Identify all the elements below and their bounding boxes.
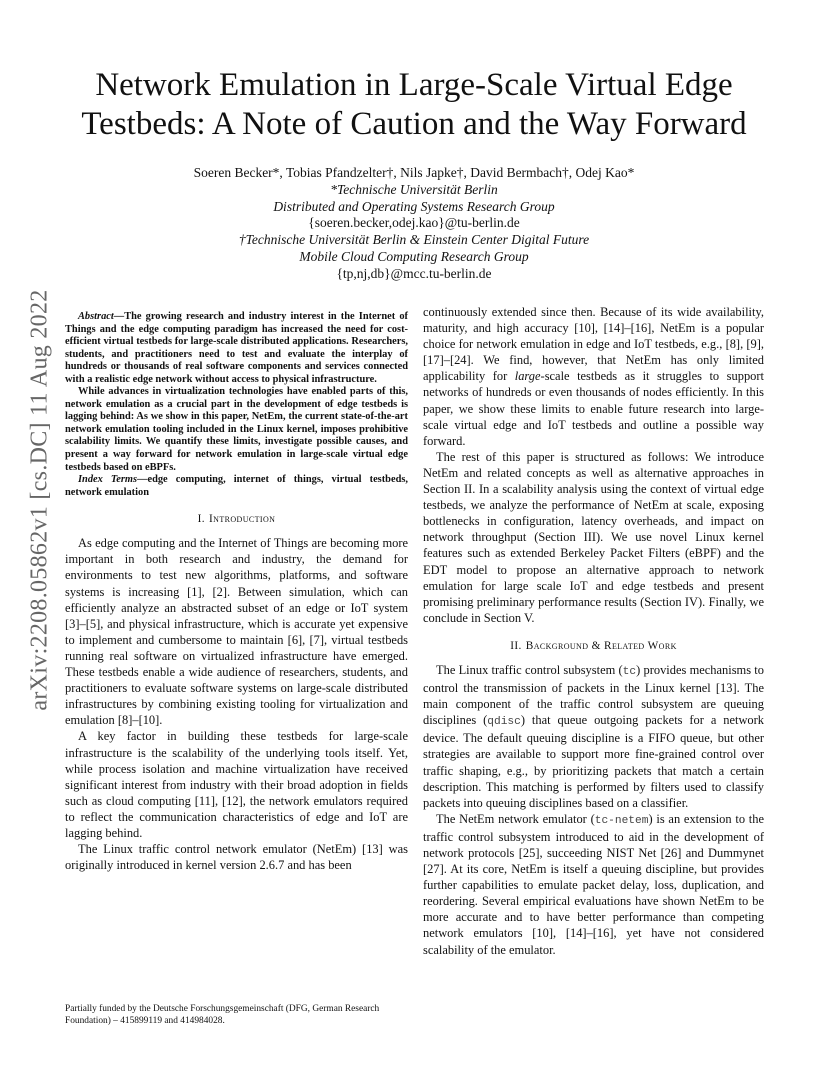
text-span: ) provides mechanisms to control the transmission of packets in the Linux kernel [13]. The main component of the traffic control subsystem are queuing disciplines ( <box>423 662 764 728</box>
section-heading-introduction <box>65 511 408 527</box>
emphasis: large <box>514 369 541 384</box>
right-column <box>423 304 764 958</box>
code-inline: tc <box>622 665 637 678</box>
section-heading-background <box>423 638 764 654</box>
paragraph-continued <box>423 304 764 449</box>
paper-title <box>60 66 768 144</box>
author-list: Soeren Becker*, Tobias Pfandzelter†, Nils Japke†, David Bermbach†, Odej Kao* <box>193 165 635 180</box>
author-email: {tp,nj,db}@mcc.tu-berlin.de <box>336 265 492 281</box>
affiliation: Distributed and Operating Systems Research Group <box>273 198 555 214</box>
index-terms-text: —edge computing, internet of things, virtual testbeds, network emulation <box>65 474 408 498</box>
arxiv-watermark: arXiv:2208.05862v1 [cs.DC] 11 Aug 2022 <box>26 289 53 711</box>
left-column <box>65 311 408 873</box>
text-span: The NetEm network emulator ( <box>436 811 595 826</box>
section-title: Introduction <box>209 513 276 526</box>
text-span: ) that queue outgoing packets for a network device. The default queuing discipline is a FIFO queue, but other strategies are available to support more fine-grained control over traffic shaping, e.g., by prioritizing packets that match a certain description. This matching is performed by filters used to classify packets into queuing disciplines based on a classifier. <box>423 713 765 810</box>
paragraph: A key factor in building these testbeds for large-scale infrastructure is the scalability of the underlying tools itself. Yet, while process isolation and machine virtualization have received significant interest from industry with their broad adoption in fields such as cloud computing [11], [12], the network emulators required to reflect the communication characteristics of edge and IoT are lagging behind. <box>65 729 408 840</box>
text-span: -scale testbeds as it struggles to support networks of hundreds or even thousands of nodes efficiently. In this paper, we show these limits to enable future research into large-scale virtual edge and IoT testbeds and outline a possible way forward. <box>423 369 764 448</box>
author-email: {soeren.becker,odej.kao}@tu-berlin.de <box>308 215 520 231</box>
title-line-2: Testbeds: A Note of Caution and the Way Forward <box>81 106 747 142</box>
affiliation: †Technische Universität Berlin & Einstein Center Digital Future <box>238 232 590 248</box>
abstract-text-1: —The growing research and industry interest in the Internet of Things and the edge computing paradigm has increased the need for cost-efficient virtual testbeds for large-scale distributed applications. Researchers, students, and practitioners need to test and evaluate the interplay of hundreds or thousands of real software components and services connected with a realistic edge network without access to physical infrastructure. <box>65 311 408 385</box>
section-number: II. <box>510 639 522 652</box>
index-terms-label: Index Terms <box>78 474 138 486</box>
abstract <box>65 311 408 386</box>
title-line-1: Network Emulation in Large-Scale Virtual Edge <box>95 67 733 103</box>
paragraph: The rest of this paper is structured as follows: We introduce NetEm and related concepts as well as alternative approaches in Section II. In a scalability analysis using the context of virtual edge testbeds, we analyze the performance of NetEm at scale, exposing bottlenecks in configuration, latency overheads, and impact on network throughput (Section III). We use novel Linux kernel features such as extended Berkeley Packet Filters (eBPF) and the EDT model to propose an alternative approach to network emulation for large scale IoT and edge testbeds and present promising preliminary performance results (Section IV). Finally, we conclude in Section V. <box>423 449 764 625</box>
affiliation: Mobile Cloud Computing Research Group <box>299 248 529 264</box>
paragraph: The Linux traffic control network emulator (NetEm) [13] was originally introduced in kernel version 2.6.7 and has been <box>65 842 408 873</box>
abstract-text-2: While advances in virtualization technologies have enabled parts of this, network emulation as a crucial part in the development of edge testbeds is lagging behind: As we show in this paper, NetEm, the current state-of-the-art network emulation tooling included in the Linux kernel, imposes prohibitive scalability limits. We quantify these limits, investigate possible causes, and present a way forward for network emulation in large-scale virtual edge testbeds based on eBPFs. <box>65 386 408 473</box>
author-block <box>60 165 768 283</box>
text-span: The Linux traffic control subsystem ( <box>436 662 623 677</box>
paragraph <box>423 662 764 811</box>
code-inline: tc-netem <box>594 814 649 827</box>
text-span: ) is an extension to the traffic control subsystem introduced to aid in the development of network protocols [25], succeeding NIST Net [26] and Dummynet [27]. At its core, NetEm is itself a queuing discipline, but provides further capabilities to emulate packet delay, loss, duplication, and reordering. Several empirical evaluations have shown NetEm to be more accurate and to have better performance than competing network emulators [10], [14]–[16], yet have not considered scalability of the emulator. <box>423 811 764 957</box>
abstract-label: Abstract <box>78 311 114 322</box>
paragraph: As edge computing and the Internet of Things are becoming more important in both research and industry, the demand for environments to test new algorithms, platforms, and software systems is increasing [1], [2]. Between simulation, which can efficiently analyze an abstracted subset of an edge or IoT system [3]–[5], and physical infrastructure, which is accurate yet expensive to implement and cumbersome to maintain [6], [7], virtual testbeds running real software on virtualized infrastructure have emerged. These testbeds enable a wide audience of researchers, students, and practitioners to evaluate software systems on large-scale distributed infrastructures by combining existing tooling for virtualization and emulation [8]–[10]. <box>65 536 408 728</box>
abstract-paragraph-2 <box>65 386 408 474</box>
section-title: Background & Related Work <box>525 639 677 652</box>
text-span: continuously extended since then. Because of its wide availability, maturity, and high accuracy [10], [14]–[16], NetEm is a popular choice for network emulation in edge and IoT testbeds, e.g., [8], [9], [17]–[24]. We find, however, that NetEm has only limited applicability for <box>423 305 764 384</box>
paragraph <box>423 811 764 958</box>
affiliation: *Technische Universität Berlin <box>330 181 498 197</box>
section-number: I. <box>197 513 206 526</box>
index-terms <box>65 474 408 499</box>
footnote: Partially funded by the Deutsche Forschungsgemeinschaft (DFG, German Research Foundation) – 415899119 and 414984028. <box>65 1004 380 1026</box>
code-inline: qdisc <box>487 716 521 729</box>
